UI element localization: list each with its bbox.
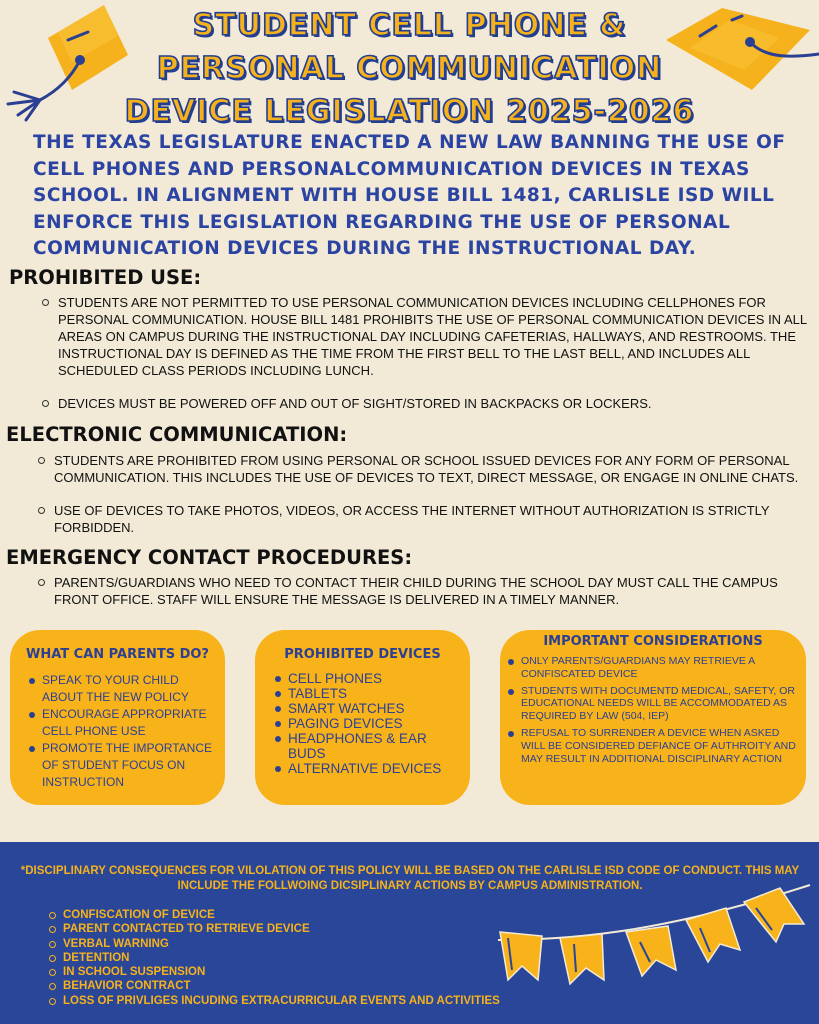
prohibited-use-heading: PROHIBITED USE: <box>9 266 202 289</box>
list-item: IN SCHOOL SUSPENSION <box>63 965 500 979</box>
list-item: REFUSAL TO SURRENDER A DEVICE WHEN ASKED WILL BE CONSIDERED DEFIANCE OF AUTHROITY AND MAY RESULT IN ADDITIONAL DISCIPLINARY ACTION <box>521 727 801 765</box>
list-item: STUDENTS ARE PROHIBITED FROM USING PERSONAL OR SCHOOL ISSUED DEVICES FOR ANY FORM OF PERSONAL COMMUNICATION. THIS INCLUDES THE USE OF DEVICES TO TEXT, DIRECT MESSAGE, OR ENGAGE IN ONLINE CHATS. <box>54 452 814 486</box>
list-item: DETENTION <box>63 951 500 965</box>
disciplinary-actions-list <box>63 908 500 1008</box>
list-item: LOSS OF PRIVLIGES INCUDING EXTRACURRICULAR EVENTS AND ACTIVITIES <box>63 994 500 1008</box>
disciplinary-note: *DISCIPLINARY CONSEQUENCES FOR VILOLATION OF THIS POLICY WILL BE BASED ON THE CARLISLE ISD CODE OF CONDUCT. THIS MAY INCLUDE THE FOLLWOING DICSIPLINARY ACTIONS BY CAMPUS ADMINISTRATION. <box>20 865 800 892</box>
list-item: PARENTS/GUARDIANS WHO NEED TO CONTACT THEIR CHILD DURING THE SCHOOL DAY MUST CALL THE CAMPUS FRONT OFFICE. STAFF WILL ENSURE THE MESSAGE IS DELIVERED IN A TIMELY MANNER. <box>54 574 814 608</box>
parents-box-title: WHAT CAN PARENTS DO? <box>26 647 209 662</box>
prohibited-devices-box <box>255 630 470 805</box>
list-item: CELL PHONES <box>288 671 448 686</box>
list-item: STUDENTS WITH DOCUMENTD MEDICAL, SAFETY, OR EDUCATIONAL NEEDS WILL BE ACCOMMODATED AS REQUIRED BY LAW (504, IEP) <box>521 685 801 723</box>
emergency-contact-list <box>54 574 814 608</box>
prohibited-devices-list <box>288 671 448 776</box>
list-item: ONLY PARENTS/GUARDIANS MAY RETRIEVE A CONFISCATED DEVICE <box>521 655 801 681</box>
list-item: PARENT CONTACTED TO RETRIEVE DEVICE <box>63 922 500 936</box>
list-item: CONFISCATION OF DEVICE <box>63 908 500 922</box>
list-item: USE OF DEVICES TO TAKE PHOTOS, VIDEOS, OR ACCESS THE INTERNET WITHOUT AUTHORIZATION IS STRICTLY FORBIDDEN. <box>54 502 814 536</box>
list-item: STUDENTS ARE NOT PERMITTED TO USE PERSONAL COMMUNICATION DEVICES INCLUDING CELLPHONES FOR PERSONAL COMMUNICATION. HOUSE BILL 1481 PROHIBITS THE USE OF PERSONAL COMMUNICATION DEVICES IN ALL AREAS ON CAMPUS DURING THE INSTRUCTIONAL DAY INCLUDING CAFETERIAS, HALLWAYS, AND RESTROOMS. THE INSTRUCTIONAL DAY IS DEFINED AS THE TIME FROM THE FIRST BELL TO THE LAST BELL, AND INCLUDES ALL SCHEDULED CLASS PERIODS INCLUDING LUNCH. <box>58 294 810 379</box>
considerations-list <box>521 655 801 765</box>
emergency-contact-heading: EMERGENCY CONTACT PROCEDURES: <box>6 546 413 569</box>
title-line-2: PERSONAL COMMUNICATION <box>156 51 663 86</box>
list-item: PROMOTE THE IMPORTANCE OF STUDENT FOCUS ON INSTRUCTION <box>42 740 214 791</box>
considerations-box <box>500 630 806 805</box>
parents-box <box>10 630 225 805</box>
list-item: SPEAK TO YOUR CHILD ABOUT THE NEW POLICY <box>42 672 214 706</box>
list-item: ENCOURAGE APPROPRIATE CELL PHONE USE <box>42 706 214 740</box>
prohibited-use-list <box>58 294 810 412</box>
title-line-1: STUDENT CELL PHONE & <box>192 8 627 43</box>
list-item: DEVICES MUST BE POWERED OFF AND OUT OF SIGHT/STORED IN BACKPACKS OR LOCKERS. <box>58 395 810 412</box>
electronic-communication-list <box>54 452 814 536</box>
list-item: PAGING DEVICES <box>288 716 448 731</box>
page-title <box>0 4 819 133</box>
list-item: VERBAL WARNING <box>63 937 500 951</box>
electronic-communication-heading: ELECTRONIC COMMUNICATION: <box>6 423 348 446</box>
prohibited-devices-title: PROHIBITED DEVICES <box>284 647 441 662</box>
list-item: ALTERNATIVE DEVICES <box>288 761 448 776</box>
intro-paragraph: THE TEXAS LEGISLATURE ENACTED A NEW LAW BANNING THE USE OF CELL PHONES AND PERSONALCOMMUNICATION DEVICES IN TEXAS SCHOOL. IN ALIGNMENT WITH HOUSE BILL 1481, CARLISLE ISD WILL ENFORCE THIS LEGISLATION REGARDING THE USE OF PERSONAL COMMUNICATION DEVICES DURING THE INSTRUCTIONAL DAY. <box>33 132 786 259</box>
parents-list <box>42 672 214 791</box>
list-item: TABLETS <box>288 686 448 701</box>
pennant-banner-icon <box>490 880 819 1024</box>
list-item: SMART WATCHES <box>288 701 448 716</box>
footer-wave-decoration <box>0 832 819 852</box>
list-item: HEADPHONES & EAR BUDS <box>288 731 448 761</box>
list-item: BEHAVIOR CONTRACT <box>63 979 500 993</box>
considerations-title: IMPORTANT CONSIDERATIONS <box>543 634 763 649</box>
title-line-3: DEVICE LEGISLATION 2025-2026 <box>124 94 695 129</box>
